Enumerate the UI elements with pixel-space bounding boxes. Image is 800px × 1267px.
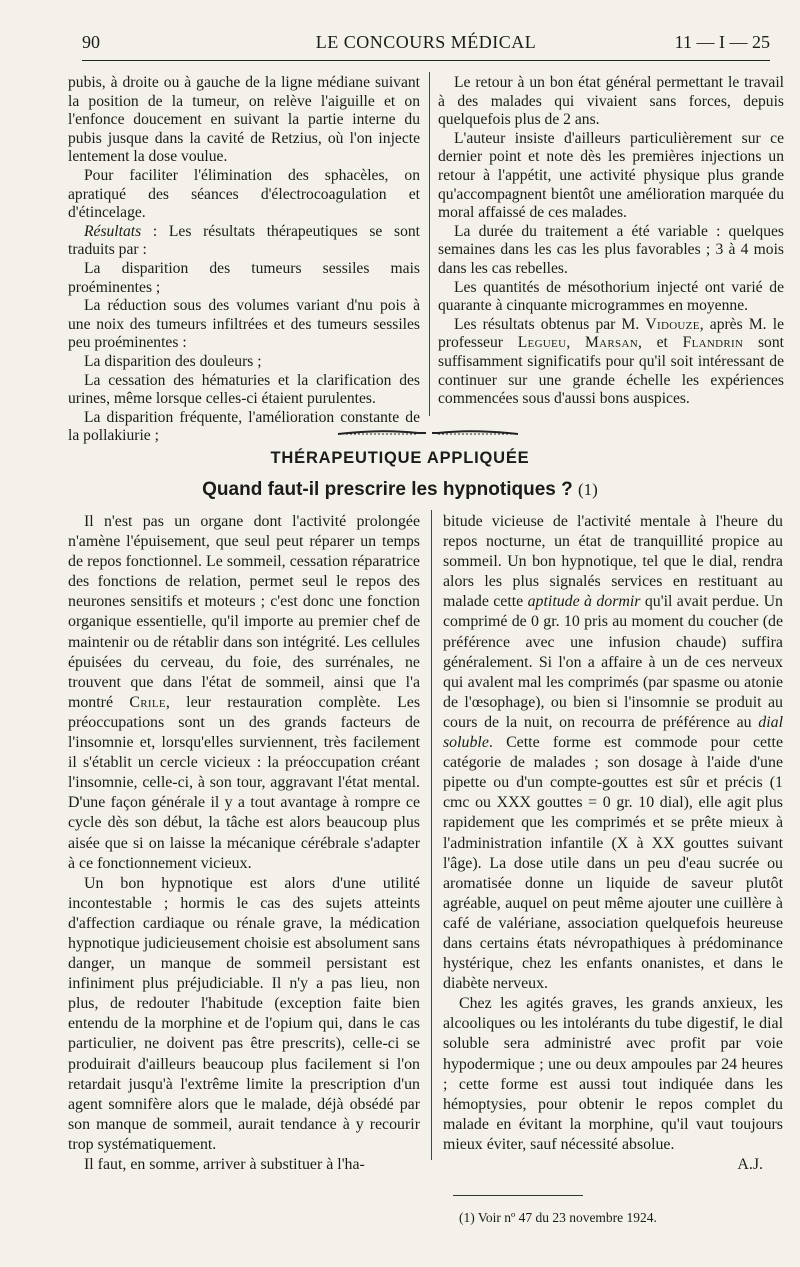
text-run: bitude vicieuse de l'activité mentale à l'heure du repos nocturne, un état de tranquillité propice au sommeil. Un bon hypnotique, tel que le dial, rendra alors les plus signalés services en restituant au malade cette (443, 513, 783, 611)
paragraph: Un bon hypnotique est alors d'une utilité incontestable ; hormis le cas des sujets atteints d'affection cardiaque ou rénale grave, la médication hypnotique judicieusement choisie est absolument sans danger, un manque de sommeil persistant est infiniment plus préjudiciable. Il n'y a pas lieu, non plus, de redouter l'habitude (exception faite bien entendu de la morphine et de l'opium qui, dans le cas particulier, ne doivent pas être prescrits), celle-ci se produirait d'ailleurs beaucoup plus facilement si l'on retardait jusqu'à l'extrême limite la prescription d'un agent somnifère alors que le malade, déjà obsédé par son manque de sommeil, aurait tendance à y recourir trop systématiquement. (68, 874, 420, 1153)
section-title: THÉRAPEUTIQUE APPLIQUÉE (270, 449, 530, 467)
text-run: , et (637, 334, 683, 352)
text-run: qu'il avait perdue. Un comprimé de 0 gr. 10 pris au moment du coucher (de préférence avec une infusion chaude) suffira généralement. Si l'on a affaire à un de ces nerveux qui avalent mal les comprimés (par spasme ou atonie de l'œsophage), ou bien si l'insomnie se produit au cours de la nuit, on recourra de préférence au (443, 593, 783, 731)
paragraph (443, 512, 783, 994)
result-item: La cessation des hématuries et la clarification des urines, même lorsque celles-ci étaient purulentes. (68, 371, 420, 408)
top-right-column (438, 74, 784, 409)
result-item: La réduction sous des volumes variant d'nu pois à une noix des tumeurs infiltrées et des tumeurs sessiles peu proéminentes : (68, 297, 420, 352)
result-item: La disparition des tumeurs sessiles mais proéminentes ; (68, 259, 420, 296)
issue-date: 11 — I — 25 (674, 32, 770, 52)
page-header (82, 30, 770, 61)
article-right-column (443, 512, 783, 1228)
author-signature: A.J. (737, 1156, 763, 1173)
paragraph: Il faut, en somme, arriver à substituer à l'ha- (84, 1156, 365, 1173)
person-name: Marsan (585, 334, 638, 352)
result-item: La disparition des douleurs ; (84, 352, 262, 370)
footnote-ref: (1) (578, 480, 598, 499)
text-run: . Cette forme est commode pour cette catégorie de malades ; son dosage à l'aide d'une pipette ou d'un compte-gouttes est sûr et précis (1 cmc ou XXX gouttes = 0 gr. 10 dial), elle agit plus rapidement que les comprimés et se prête mieux à l'administration infantile (X à XX gouttes suivant l'âge). La dose utile dans un peu d'eau sucrée ou aromatisée donne un liquide de saveur plutôt agréable, auquel on peut même ajouter une cuillère à café de valériane, association quelquefois heureuse dans certains états névropathiques à prédominance hystérique, chez les enfants onanistes, et dans le diabète nerveux. (443, 734, 783, 993)
text-run: , après M. le professeur (438, 315, 784, 352)
paragraph: La durée du traitement a été variable : quelques semaines dans les cas les plus favorables ; 3 à 4 mois dans les cas rebelles. (438, 222, 784, 277)
person-name: Legueu (517, 334, 567, 352)
result-item: La disparition fréquente, l'amélioration constante de la pollakiurie ; (68, 408, 420, 445)
person-name: Crile (129, 693, 166, 711)
footnote-rule (453, 1195, 583, 1196)
italic-phrase: aptitude à dormir (527, 593, 641, 611)
paragraph: Le retour à un bon état général permettant le travail à des malades qui vivaient sans forces, depuis quelquefois plus de 2 ans. (438, 74, 784, 129)
text-run: Les résultats obtenus par M. (454, 315, 646, 333)
top-left-column (68, 74, 420, 446)
page-number: 90 (82, 32, 100, 52)
text-run: , (566, 334, 585, 352)
paragraph: pubis, à droite ou à gauche de la ligne médiane suivant la position de la tumeur, on relève l'aiguille et on l'enfonce doucement en suivant la partie interne du pubis jusque dans la cavité de Retzius, où l'on injecte lentement la dose voulue. (68, 74, 420, 166)
article-title (0, 479, 800, 501)
paragraph: Pour faciliter l'élimination des sphacèles, on apratiqué des séances d'électrocoagulation et d'étincelage. (68, 166, 420, 222)
column-divider (431, 510, 432, 1160)
text-run: , leur restauration complète. Les préoccupations sont un des grands facteurs de l'insomnie et, lorsqu'elles surviennent, très facilement il s'établit un cercle vicieux : la préoccupation créant l'insomnie, celle-ci, à son tour, aggravant l'état mental. D'une façon générale il y a tout avantage à rompre ce cycle dès son début, la tâche est alors beaucoup plus aisée que si on laisse la mécanique cérébrale s'adapter à ce fonctionnement vicieux. (68, 693, 421, 872)
person-name: Flandrin (682, 334, 744, 352)
italic-phrase: dial soluble (443, 713, 783, 752)
results-intro: : Les résultats thérapeutiques se sont traduits par : (68, 222, 420, 259)
article-title-text: Quand faut-il prescrire les hypnotiques ? (202, 479, 573, 500)
paragraph: L'auteur insiste d'ailleurs particulièrement sur ce dernier point et note dès les premières injections un retour à l'appétit, une activité physique plus grande qu'accompagnent bientôt une amélioration marquée du moral affaissé de ces malades. (438, 129, 784, 222)
journal-title: LE CONCOURS MÉDICAL (315, 32, 537, 52)
column-divider (429, 72, 430, 416)
paragraph (68, 223, 420, 260)
text-run: sont suffisamment significatifs pour qu'il soit intéressant de continuer sur une grande échelle les expériences commencées sous d'aussi bons auspices. (438, 334, 784, 408)
paragraph (68, 512, 420, 874)
text-run: Il n'est pas un organe dont l'activité prolongée n'amène l'épuisement, que seul peut réparer un temps de repos fonctionnel. Le sommeil, cessation réparatrice des fonctions de relation, permet seul le repos des neurones sensitifs et moteurs ; c'est donc une fonction organique essentielle, qu'il importe au premier chef de maintenir ou de rétablir dans son intégrité. Les cellules épuisées du cerveau, du foie, des surrénales, ne trouvent que dans l'état de sommeil, ainsi que l'a montré (68, 513, 420, 711)
paragraph (438, 316, 784, 409)
person-name: Vidouze (645, 315, 700, 333)
results-label: Résultats (84, 222, 142, 240)
article-left-column (68, 512, 420, 1175)
paragraph: Chez les agités graves, les grands anxieux, les alcooliques ou les intolérants du tube digestif, le dial soluble sera administré avec profit par voie hypodermique ; une ou deux ampoules par 24 heures ; cette forme est aussi tout indiquée dans les hémoptysies, pour obtenir le repos complet du malade en évitant la morphine, qu'il vaut toujours mieux éviter, sauf nécessité absolue. (443, 995, 783, 1153)
footnote: (1) Voir nº 47 du 23 novembre 1924. (459, 1210, 657, 1226)
section-ornament (338, 428, 518, 438)
paragraph: Les quantités de mésothorium injecté ont varié de quarante à cinquante microgrammes en moyenne. (438, 278, 784, 315)
